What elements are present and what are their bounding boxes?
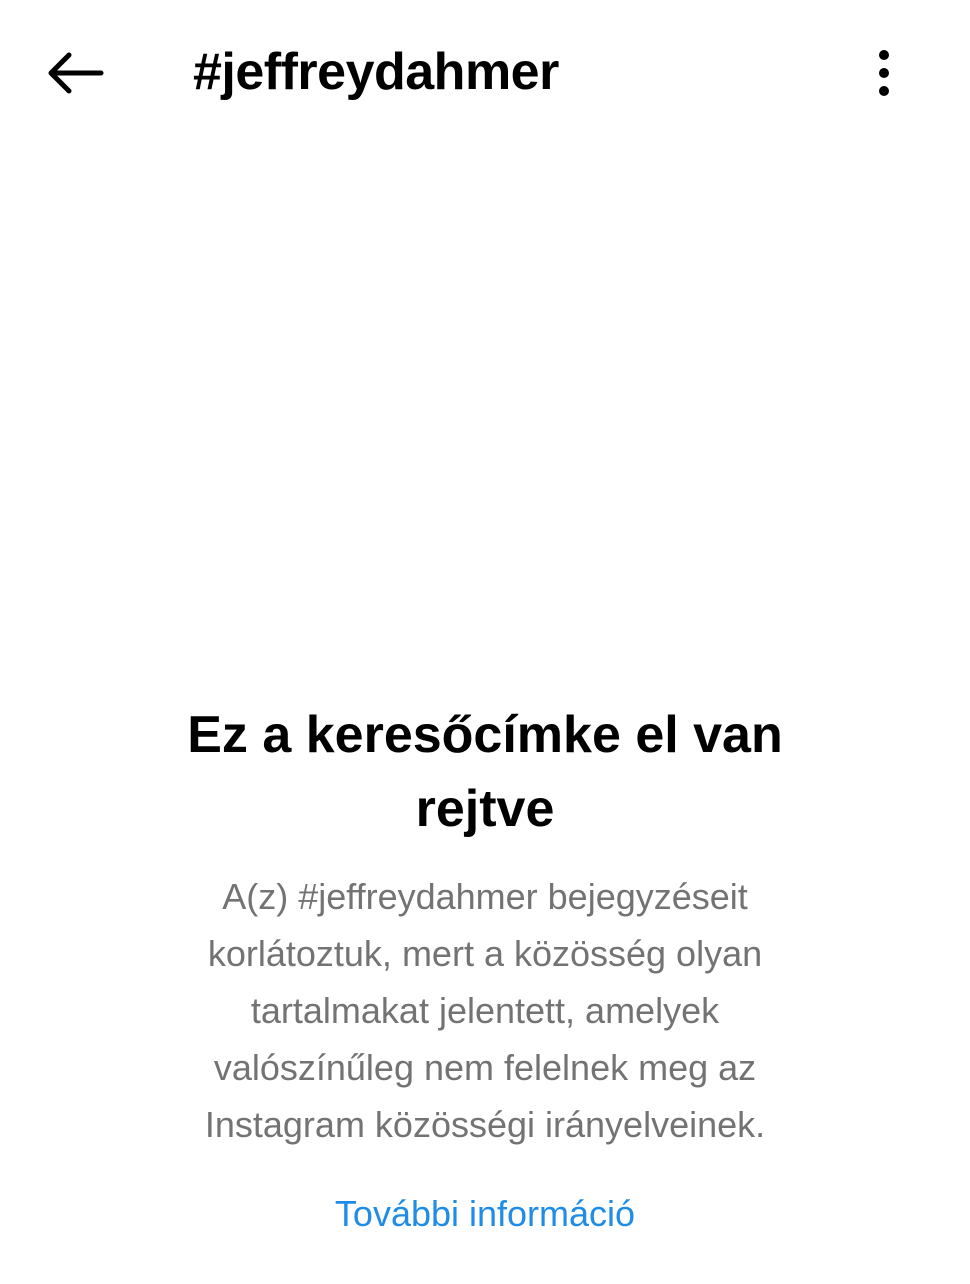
learn-more-link[interactable]: További információ bbox=[334, 1193, 636, 1234]
top-bar bbox=[0, 0, 970, 140]
back-button[interactable] bbox=[30, 28, 120, 118]
page-title: #jeffreydahmer bbox=[193, 43, 559, 101]
more-options-button[interactable] bbox=[848, 28, 920, 118]
hidden-hashtag-notice bbox=[0, 698, 970, 1239]
notice-body: A(z) #jeffreydahmer bejegyzéseit korlátoztuk, mert a közösség olyan tartalmakat jelentett, amelyek valószínűleg nem felelnek meg az Instagram közösségi irányelveinek. bbox=[204, 876, 766, 1145]
more-vertical-icon bbox=[874, 48, 894, 98]
notice-heading: Ez a keresőcímke el van rejtve bbox=[187, 706, 783, 838]
arrow-left-icon bbox=[43, 49, 107, 97]
